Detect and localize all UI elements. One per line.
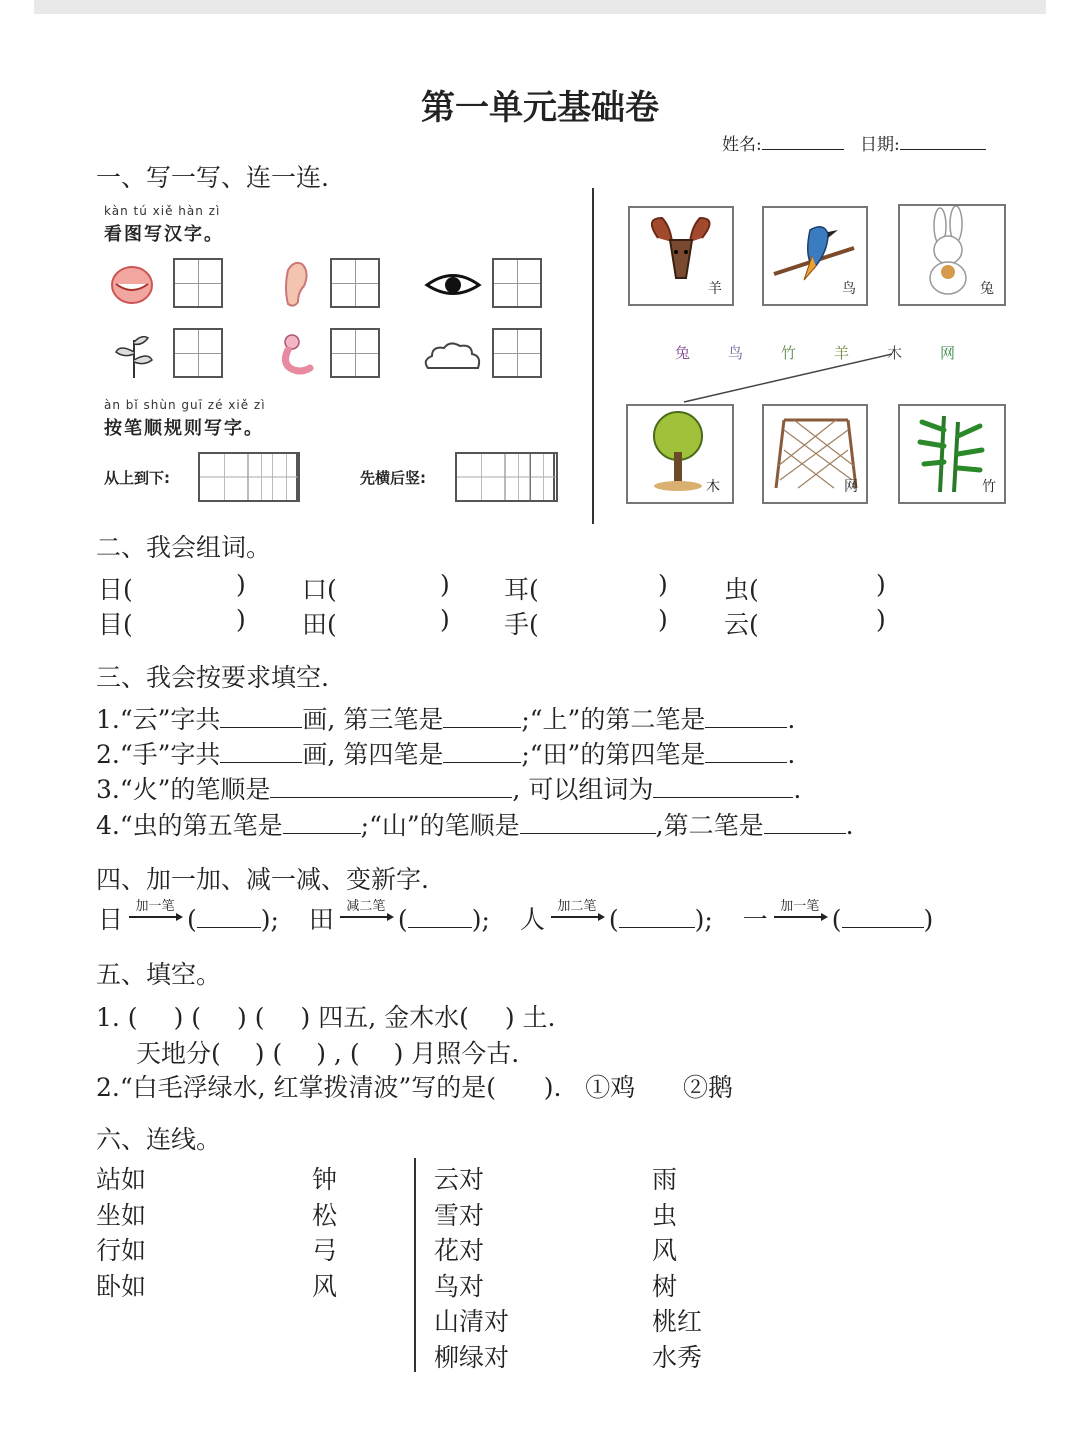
goat-picture: [628, 206, 734, 306]
tree-char: 木: [706, 479, 720, 495]
match-item[interactable]: 树: [652, 1271, 678, 1301]
match-char-1[interactable]: 兔: [675, 344, 691, 362]
fill-line-2: 2.“手”字共 画, 第四笔是 ;“田”的第四笔是 .: [96, 735, 795, 771]
arrow-1: 加一笔: [129, 900, 181, 918]
match-item[interactable]: 雨: [652, 1165, 678, 1194]
match-item[interactable]: 行如: [96, 1236, 147, 1265]
date-blank: [900, 132, 986, 150]
section-5-heading: 五、填空。: [96, 960, 222, 989]
date-field: [860, 130, 986, 155]
transform-char-1: 日: [98, 905, 124, 934]
name-blank: [762, 132, 844, 150]
bamboo-char: 竹: [982, 479, 996, 495]
section-6-heading: 六、连线。: [96, 1125, 222, 1154]
transform-char-3: 人: [519, 905, 545, 934]
word-close-2: ): [440, 570, 450, 599]
word-item-7: 手(: [504, 610, 539, 639]
bamboo-picture: [898, 404, 1006, 504]
fill-5-line-1: 1. ( ) ( ) ( ) 四五, 金木水( ) 土.: [96, 1003, 556, 1032]
match-char-6[interactable]: 网: [940, 344, 956, 362]
net-char: 网: [844, 479, 858, 495]
write-box-3[interactable]: [492, 258, 542, 308]
section-3-heading: 三、我会按要求填空.: [96, 663, 329, 692]
word-item-6: 田(: [302, 610, 337, 639]
section-6-divider: [414, 1158, 416, 1372]
arrow-4: 加一笔: [774, 900, 826, 918]
fill-5-line-3: 2.“白毛浮绿水, 红掌拨清波”写的是( ). ①鸡 ②鹅: [96, 1073, 733, 1102]
match-item[interactable]: 鸟对: [434, 1271, 485, 1301]
net-picture: [762, 404, 868, 504]
section-1-heading: 一、写一写、连一连.: [96, 163, 329, 192]
word-item-3: 耳(: [504, 575, 539, 604]
date-label: 日期:: [860, 135, 900, 155]
tree-picture: [626, 404, 734, 504]
match-left-a: [96, 1162, 146, 1304]
write-box-4[interactable]: [173, 328, 223, 378]
match-left-b: [312, 1162, 337, 1304]
match-char-4[interactable]: 羊: [834, 344, 850, 362]
page-title: 第一单元基础卷: [421, 88, 659, 128]
write-box-5[interactable]: [330, 328, 380, 378]
match-item[interactable]: 坐如: [96, 1200, 147, 1230]
match-char-3[interactable]: 竹: [781, 344, 797, 362]
name-field: [722, 130, 844, 155]
match-right-a: [434, 1162, 509, 1375]
match-item[interactable]: 水秀: [652, 1342, 703, 1372]
instruction-1: 看图写汉字。: [104, 224, 224, 245]
match-item[interactable]: 雪对: [434, 1200, 485, 1230]
top-bar: [34, 0, 1046, 14]
fill-line-1: 1.“云”字共 画, 第三笔是 ;“上”的第二笔是 .: [96, 700, 795, 736]
word-close-8: ): [876, 605, 886, 634]
match-item[interactable]: 花对: [434, 1236, 485, 1265]
transform-char-2: 田: [308, 905, 334, 934]
instruction-2: 按笔顺规则写字。: [104, 418, 264, 439]
match-char-2[interactable]: 鸟: [728, 344, 744, 362]
word-close-7: ): [658, 605, 668, 634]
section-4-heading: 四、加一加、减一减、变新字.: [96, 865, 429, 894]
match-right-b: [652, 1162, 702, 1375]
goat-char: 羊: [708, 281, 722, 297]
match-item[interactable]: 风: [312, 1271, 338, 1301]
section-2-heading: 二、我会组词。: [96, 533, 272, 562]
rabbit-char: 兔: [980, 281, 994, 297]
cloud-icon: [422, 340, 484, 372]
connect-line: [680, 352, 900, 406]
match-char-5[interactable]: 木: [887, 344, 903, 362]
seedling-icon: [112, 332, 156, 380]
transform-char-4: 一: [742, 905, 768, 934]
word-item-2: 口(: [302, 575, 337, 604]
word-close-6: ): [440, 605, 450, 634]
word-item-8: 云(: [724, 610, 759, 639]
word-close-1: ): [236, 570, 246, 599]
arrow-2: 减二笔: [340, 900, 392, 918]
mouth-icon: [110, 262, 154, 308]
eye-icon: [424, 270, 482, 300]
fill-5-line-2: 天地分( ) ( ) , ( ) 月照今古.: [136, 1039, 520, 1068]
match-item[interactable]: 柳绿对: [434, 1342, 510, 1372]
write-strip-1b[interactable]: [248, 452, 300, 502]
word-close-5: ): [236, 605, 246, 634]
match-item[interactable]: 弓: [312, 1236, 338, 1265]
ear-icon: [280, 258, 310, 310]
word-close-3: ): [658, 570, 668, 599]
bird-picture: [762, 206, 868, 306]
match-item[interactable]: 云对: [434, 1165, 485, 1194]
transform-row: 日 加一笔 ( ); 田 减二笔 ( ); 人 加二笔 ( ); 一 加一笔 ( ): [98, 899, 934, 934]
fill-line-4: 4.“虫的第五笔是 ;“山”的笔顺是 ,第二笔是 .: [96, 806, 854, 842]
match-item[interactable]: 山清对: [434, 1307, 510, 1336]
section-1-divider: [592, 188, 594, 524]
pinyin-1: kàn tú xiě hàn zì: [104, 204, 221, 218]
write-box-6[interactable]: [492, 328, 542, 378]
word-item-1: 日(: [98, 575, 133, 604]
word-item-4: 虫(: [724, 575, 759, 604]
word-item-5: 目(: [98, 610, 133, 639]
rabbit-picture: [898, 204, 1006, 306]
bird-char: 鸟: [842, 281, 856, 297]
word-close-4: ): [876, 570, 886, 599]
match-item[interactable]: 钟: [312, 1165, 338, 1194]
write-box-1[interactable]: [173, 258, 223, 308]
match-item[interactable]: 桃红: [652, 1307, 703, 1336]
match-item[interactable]: 松: [312, 1200, 338, 1230]
label-horizontal-first: 先横后竖:: [360, 469, 426, 487]
worm-icon: [278, 332, 314, 376]
name-label: 姓名:: [722, 135, 762, 155]
match-item[interactable]: 虫: [652, 1200, 678, 1230]
pinyin-2: àn bǐ shùn guī zé xiě zì: [104, 398, 266, 412]
arrow-3: 加二笔: [551, 900, 603, 918]
match-item[interactable]: 站如: [96, 1165, 147, 1194]
write-strip-2b[interactable]: [505, 452, 558, 502]
write-box-2[interactable]: [330, 258, 380, 308]
label-top-to-bottom: 从上到下:: [104, 469, 170, 487]
match-item[interactable]: 卧如: [96, 1271, 147, 1301]
fill-line-3: 3.“火”的笔顺是 , 可以组词为 .: [96, 770, 801, 806]
match-item[interactable]: 风: [652, 1236, 678, 1265]
